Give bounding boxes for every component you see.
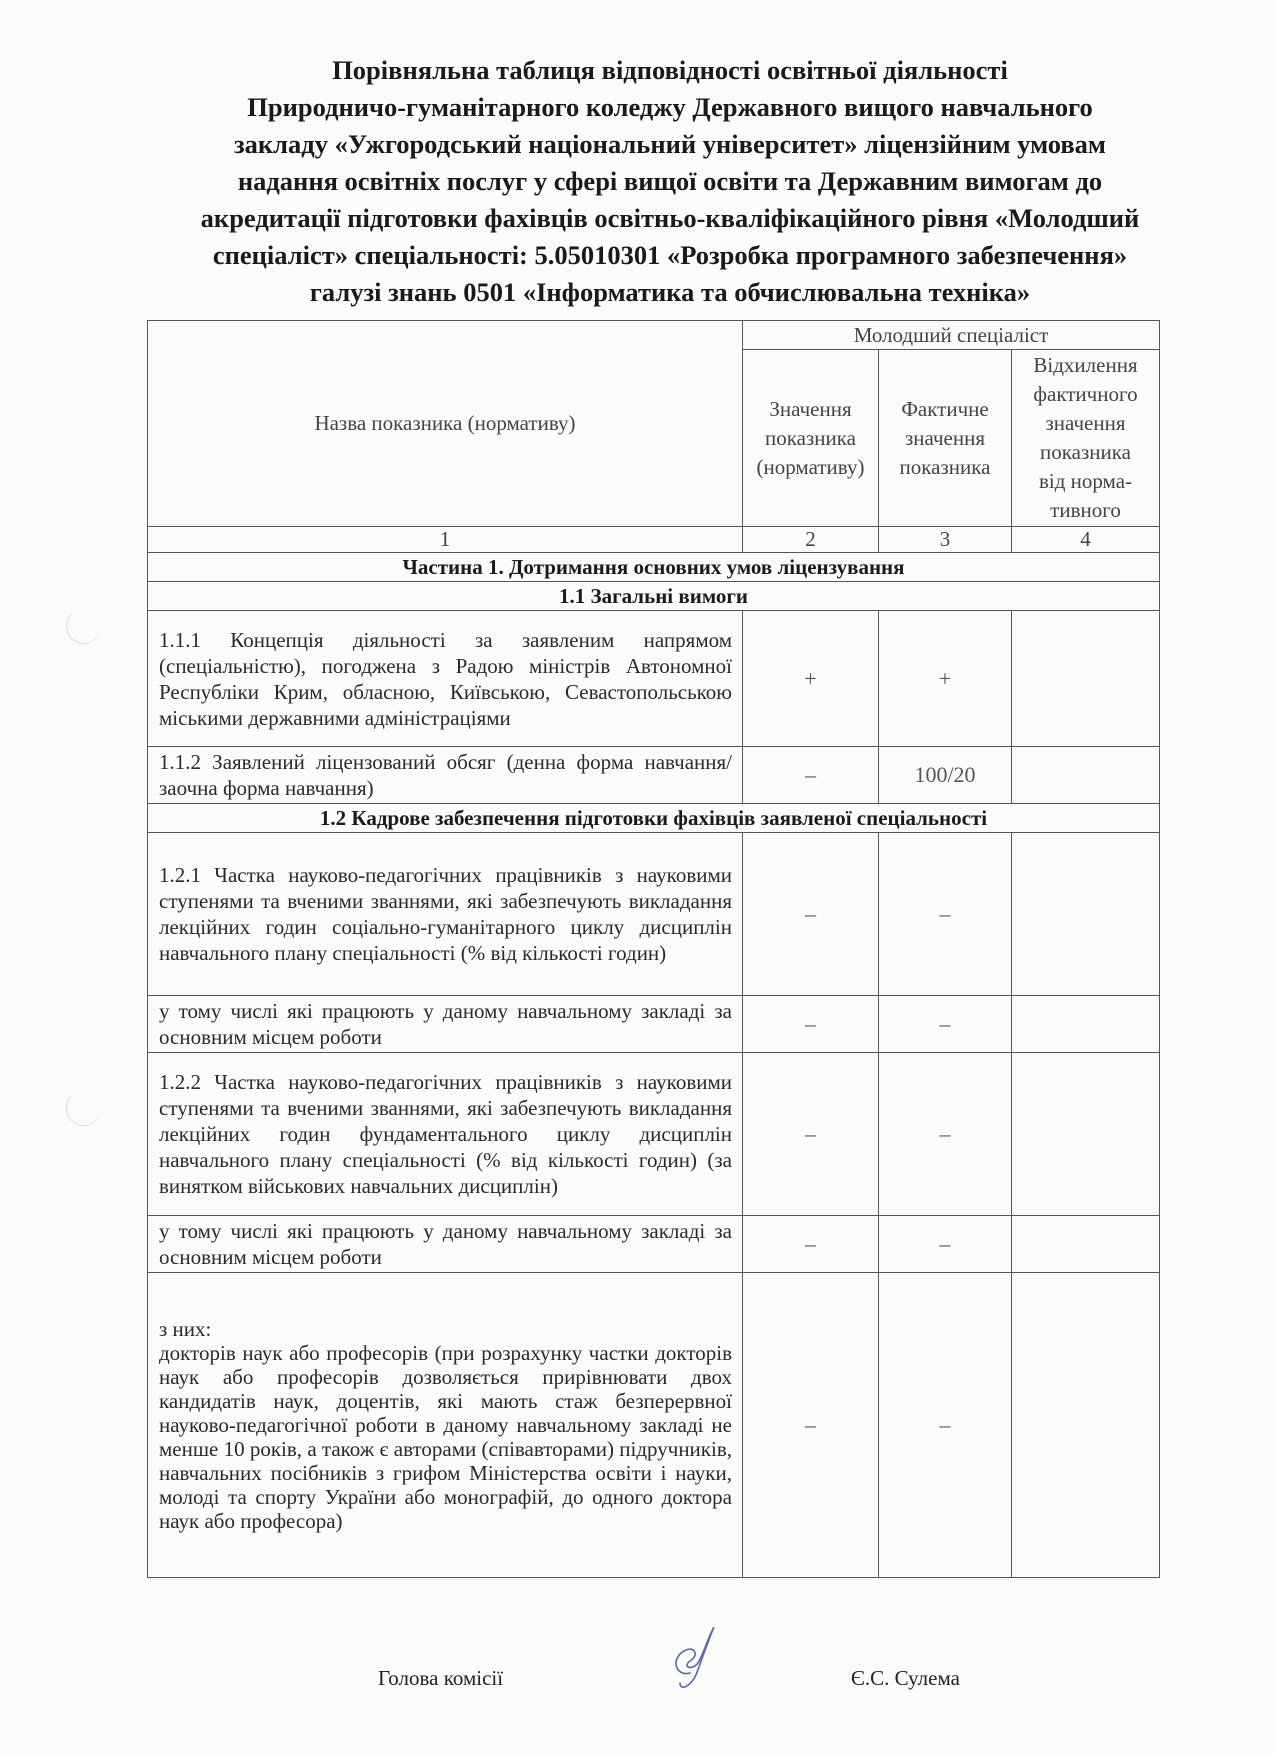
table-row <box>148 747 1160 804</box>
deviation-header: Відхилення фактичного значення показника від норма- тивного <box>1012 350 1160 527</box>
group-header: Молодший спеціаліст <box>743 321 1160 350</box>
table-row <box>148 996 1160 1053</box>
signature-mark <box>650 1615 730 1695</box>
indicator-cell: у тому числі які працюють у даному навчальному закладі за основним місцем роботи <box>148 996 743 1053</box>
title-line: закладу «Ужгородський національний університет» ліцензійним умовам <box>234 129 1106 159</box>
norm-cell: – <box>743 747 879 804</box>
column-number: 3 <box>879 527 1012 553</box>
deviation-cell <box>1012 747 1160 804</box>
commission-head-label: Голова комісії <box>378 1666 504 1690</box>
column-number-row <box>148 527 1160 553</box>
column-number: 2 <box>743 527 879 553</box>
indicator-cell: у тому числі які працюють у даному навчальному закладі за основним місцем роботи <box>148 1216 743 1273</box>
title-line: спеціаліст» спеціальності: 5.05010301 «Розробка програмного забезпечення» <box>212 240 1128 270</box>
actual-cell: – <box>879 1216 1012 1273</box>
column-number: 1 <box>148 527 743 553</box>
actual-cell: – <box>879 1053 1012 1216</box>
norm-cell: – <box>743 996 879 1053</box>
table-row <box>148 1053 1160 1216</box>
indicator-cell: 1.1.2 Заявлений ліцензований обсяг (денна форма навчання/заочна форма навчання) <box>148 747 743 804</box>
norm-cell: – <box>743 1273 879 1578</box>
norm-cell: – <box>743 1216 879 1273</box>
table-row <box>148 611 1160 747</box>
column-number: 4 <box>1012 527 1160 553</box>
title-line: Порівняльна таблиця відповідності освітньої діяльності <box>332 55 1008 85</box>
title-line: надання освітніх послуг у сфері вищої освіти та Державним вимогам до <box>237 166 1103 196</box>
deviation-cell <box>1012 1053 1160 1216</box>
actual-value-header: Фактичне значення показника <box>879 350 1012 527</box>
actual-cell: + <box>879 611 1012 747</box>
deviation-cell <box>1012 1216 1160 1273</box>
signer-name: Є.С. Сулема <box>851 1666 960 1690</box>
title-line: акредитації підготовки фахівців освітньо-кваліфікаційного рівня «Молодший <box>200 203 1140 233</box>
indicator-prefix: з них: <box>159 1317 212 1341</box>
indicator-text: докторів наук або професорів (при розрахунку частки докторів наук або професорів дозволяється прирівнювати двох кандидатів наук, доцентів, які мають стаж безперервної науково-педагогічної роботи в даному навчальному закладі не менше 10 років, а також є авторами (співавторами) підручників, навчальних посібників з грифом Міністерства освіти і науки, молоді та спорту України або монографій, до одного доктора наук або професора) <box>159 1341 732 1533</box>
comparison-table <box>147 320 1160 1578</box>
punch-hole-mark <box>66 608 101 644</box>
norm-cell: – <box>743 833 879 996</box>
indicator-name-header: Назва показника (нормативу) <box>148 321 743 527</box>
actual-cell: – <box>879 833 1012 996</box>
section-heading-row <box>148 804 1160 833</box>
document-title <box>150 52 1190 311</box>
norm-cell: + <box>743 611 879 747</box>
actual-cell: 100/20 <box>879 747 1012 804</box>
table-header-row <box>148 321 1160 350</box>
indicator-cell: 1.2.1 Частка науково-педагогічних працівників з науковими ступенями та вченими званнями, які забезпечують викладання лекційних годин соціально-гуманітарного циклу дисциплін навчального плану спеціальності (% від кількості годин) <box>148 833 743 996</box>
section-heading: 1.1 Загальні вимоги <box>148 582 1160 611</box>
punch-hole-mark <box>66 1090 101 1126</box>
deviation-cell <box>1012 833 1160 996</box>
deviation-cell <box>1012 996 1160 1053</box>
part-heading: Частина 1. Дотримання основних умов ліцензування <box>148 553 1160 582</box>
deviation-cell <box>1012 1273 1160 1578</box>
table-row <box>148 833 1160 996</box>
indicator-cell <box>148 1273 743 1578</box>
section-heading-row <box>148 582 1160 611</box>
indicator-cell: 1.1.1 Концепція діяльності за заявленим напрямом (спеціальністю), погоджена з Радою міністрів Автономної Республіки Крим, обласною, Київською, Севастопольською міськими державними адміністраціями <box>148 611 743 747</box>
table-row <box>148 1216 1160 1273</box>
table-row <box>148 1273 1160 1578</box>
actual-cell: – <box>879 996 1012 1053</box>
part-heading-row <box>148 553 1160 582</box>
norm-value-header: Значення показника (нормативу) <box>743 350 879 527</box>
section-heading: 1.2 Кадрове забезпечення підготовки фахівців заявленої спеціальності <box>148 804 1160 833</box>
indicator-cell: 1.2.2 Частка науково-педагогічних працівників з науковими ступенями та вченими званнями, які забезпечують викладання лекційних годин фундаментального циклу дисциплін навчального плану спеціальності (% від кількості годин) (за винятком військових навчальних дисциплін) <box>148 1053 743 1216</box>
signature-stroke <box>676 1627 714 1687</box>
norm-cell: – <box>743 1053 879 1216</box>
deviation-cell <box>1012 611 1160 747</box>
actual-cell: – <box>879 1273 1012 1578</box>
title-line: галузі знань 0501 «Інформатика та обчислювальна техніка» <box>309 277 1031 307</box>
title-line: Природничо-гуманітарного коледжу Державного вищого навчального <box>247 92 1093 122</box>
